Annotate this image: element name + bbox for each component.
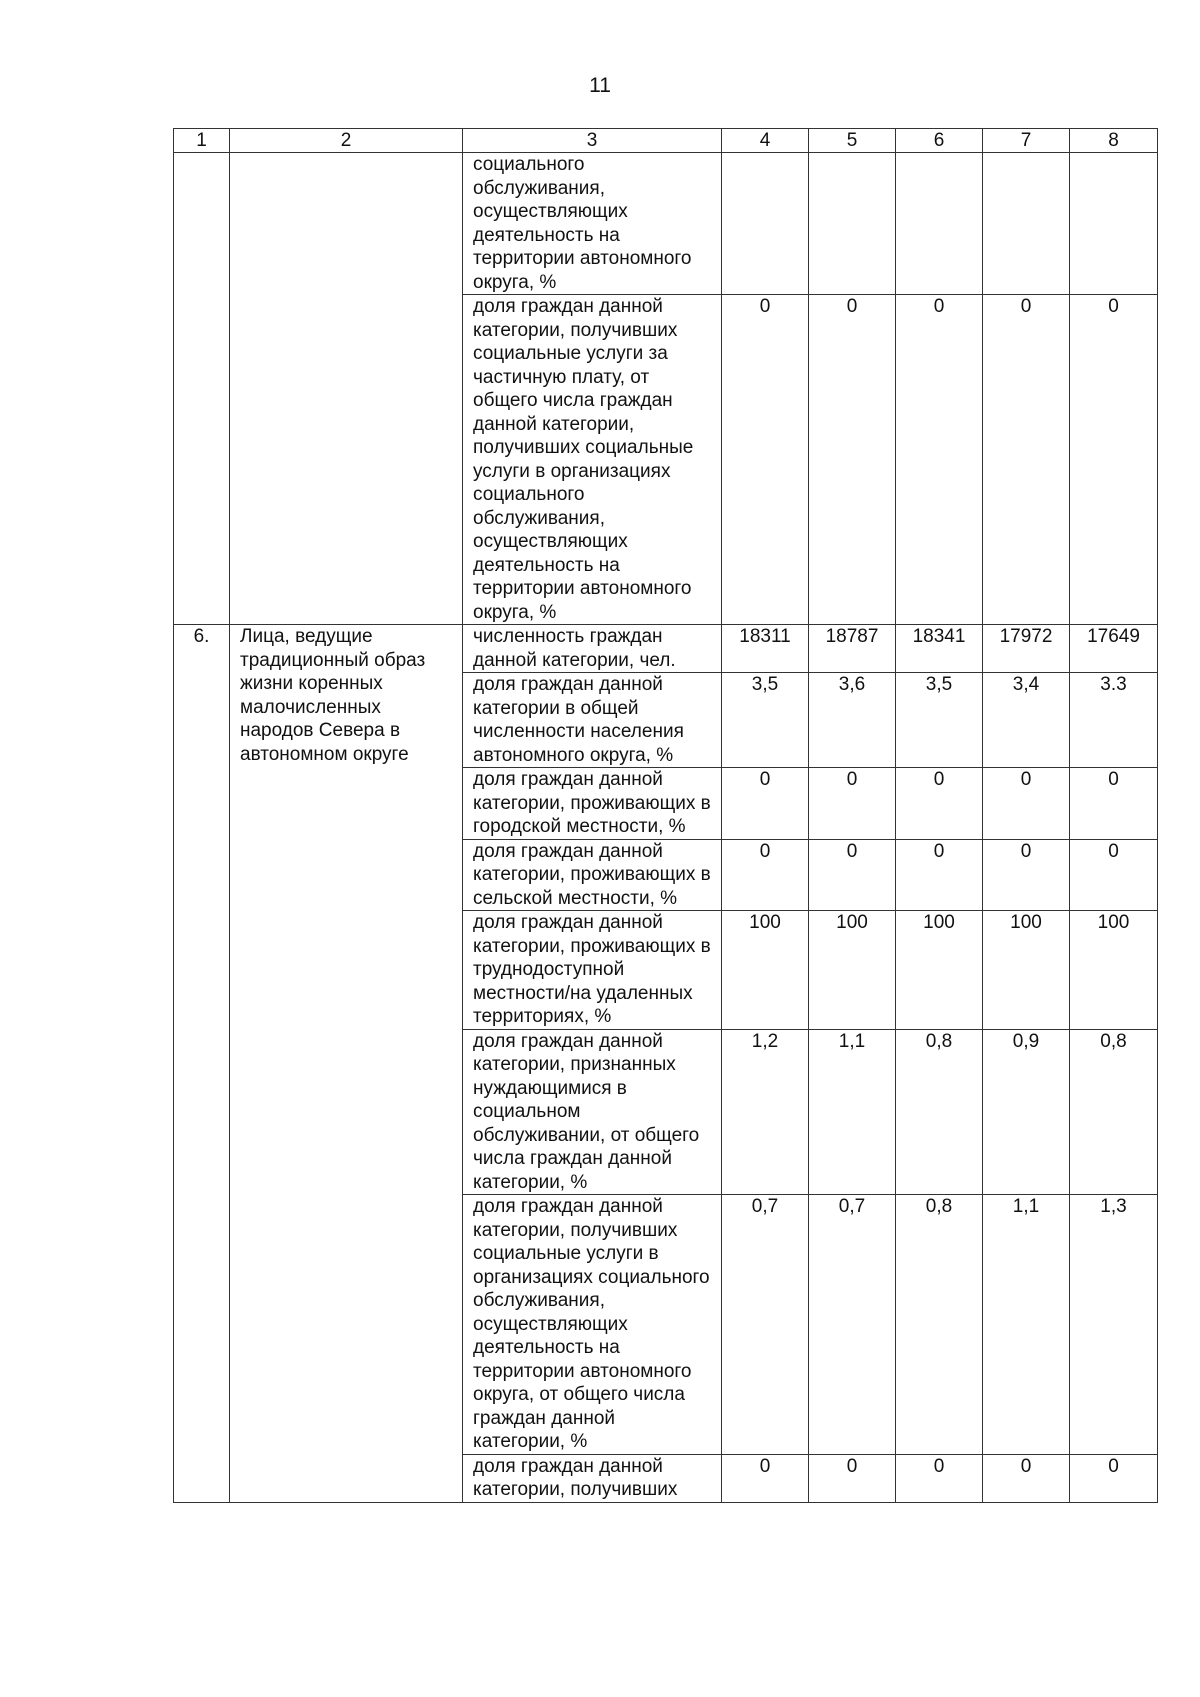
column-header: 2 [230, 129, 463, 153]
value-cell: 100 [722, 911, 809, 1030]
column-header: 7 [983, 129, 1070, 153]
column-header: 1 [174, 129, 230, 153]
column-header: 8 [1070, 129, 1158, 153]
value-cell: 0 [722, 839, 809, 911]
value-cell: 0 [983, 1454, 1070, 1502]
value-cell: 17972 [983, 625, 1070, 673]
value-cell: 0 [722, 295, 809, 625]
column-header: 6 [896, 129, 983, 153]
category-cell: Лица, ведущие традиционный образ жизни коренных малочисленных народов Севера в автономном округе [230, 625, 463, 1503]
indicator-description: доля граждан данной категории в общей численности населения автономного округа, % [463, 673, 722, 768]
value-cell: 0 [896, 1454, 983, 1502]
value-cell: 0 [809, 839, 896, 911]
value-cell: 0,7 [809, 1195, 896, 1455]
column-header: 3 [463, 129, 722, 153]
value-cell: 0 [983, 768, 1070, 840]
indicator-description: социального обслуживания, осуществляющих деятельность на территории автономного округа, % [463, 153, 722, 295]
value-cell: 1,3 [1070, 1195, 1158, 1455]
value-cell: 0,9 [983, 1029, 1070, 1195]
indicator-description: доля граждан данной категории, признанных нуждающимися в социальном обслуживании, от общего числа граждан данной категории, % [463, 1029, 722, 1195]
table-row [174, 625, 1158, 673]
row-number-cell [174, 153, 230, 625]
value-cell: 3,5 [896, 673, 983, 768]
value-cell: 18787 [809, 625, 896, 673]
column-header-row [174, 129, 1158, 153]
category-cell [230, 153, 463, 625]
value-cell [983, 153, 1070, 295]
value-cell: 1,1 [809, 1029, 896, 1195]
column-header: 5 [809, 129, 896, 153]
value-cell: 18311 [722, 625, 809, 673]
value-cell: 100 [1070, 911, 1158, 1030]
value-cell: 0,8 [896, 1195, 983, 1455]
value-cell: 0 [983, 839, 1070, 911]
value-cell: 100 [983, 911, 1070, 1030]
value-cell: 0 [896, 295, 983, 625]
value-cell: 0,8 [1070, 1029, 1158, 1195]
value-cell: 0 [809, 295, 896, 625]
data-table [173, 128, 1158, 1503]
value-cell: 0 [896, 839, 983, 911]
column-header: 4 [722, 129, 809, 153]
value-cell [809, 153, 896, 295]
row-number-cell: 6. [174, 625, 230, 1503]
indicator-description: доля граждан данной категории, проживающих в труднодоступной местности/на удаленных территориях, % [463, 911, 722, 1030]
value-cell: 1,1 [983, 1195, 1070, 1455]
value-cell: 0 [1070, 295, 1158, 625]
value-cell [1070, 153, 1158, 295]
value-cell: 0 [809, 1454, 896, 1502]
value-cell: 18341 [896, 625, 983, 673]
value-cell: 100 [896, 911, 983, 1030]
value-cell: 0 [722, 768, 809, 840]
table-row [174, 153, 1158, 295]
value-cell: 0 [1070, 839, 1158, 911]
value-cell: 0 [896, 768, 983, 840]
value-cell: 3,5 [722, 673, 809, 768]
indicator-description: численность граждан данной категории, чел. [463, 625, 722, 673]
value-cell: 3,4 [983, 673, 1070, 768]
value-cell: 0 [1070, 1454, 1158, 1502]
value-cell: 1,2 [722, 1029, 809, 1195]
value-cell [722, 153, 809, 295]
indicator-description: доля граждан данной категории, проживающих в городской местности, % [463, 768, 722, 840]
page-number: 11 [589, 74, 611, 97]
value-cell [896, 153, 983, 295]
value-cell: 0 [983, 295, 1070, 625]
indicator-description: доля граждан данной категории, получивших социальные услуги за частичную плату, от общего числа граждан данной категории, получивших социальные услуги в организациях социального обслуживания, осуществляющих деятельность на территории автономного округа, % [463, 295, 722, 625]
value-cell: 100 [809, 911, 896, 1030]
indicator-description: доля граждан данной категории, проживающих в сельской местности, % [463, 839, 722, 911]
value-cell: 0 [1070, 768, 1158, 840]
value-cell: 3,6 [809, 673, 896, 768]
value-cell: 0 [809, 768, 896, 840]
value-cell: 0 [722, 1454, 809, 1502]
value-cell: 0,8 [896, 1029, 983, 1195]
value-cell: 3.3 [1070, 673, 1158, 768]
indicator-description: доля граждан данной категории, получивших социальные услуги в организациях социального обслуживания, осуществляющих деятельность на территории автономного округа, от общего числа граждан данной категории, % [463, 1195, 722, 1455]
value-cell: 0,7 [722, 1195, 809, 1455]
indicator-description: доля граждан данной категории, получивших [463, 1454, 722, 1502]
value-cell: 17649 [1070, 625, 1158, 673]
